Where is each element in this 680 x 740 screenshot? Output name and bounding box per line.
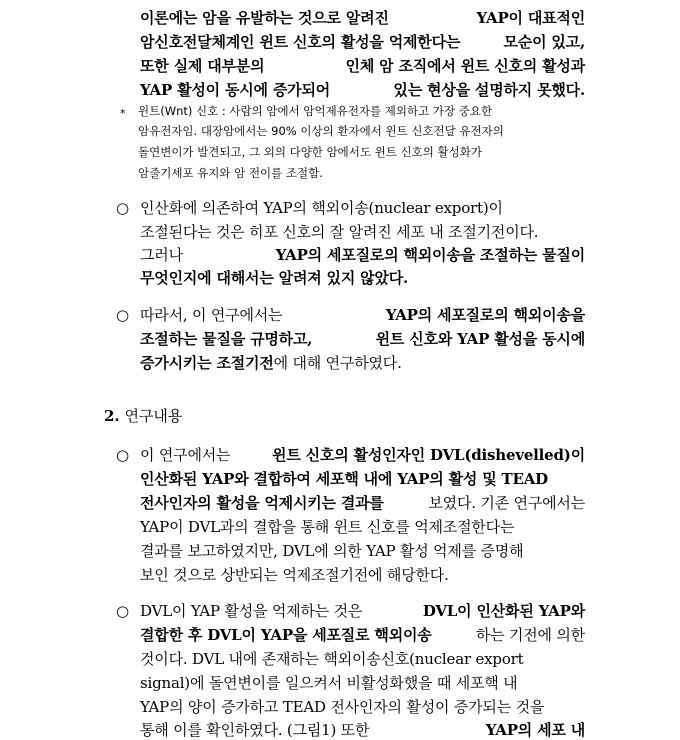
text-line: 그러나 YAP의 세포질로의 핵외이송을 조절하는 물질이 (140, 246, 585, 264)
text-line: YAP 활성이 동시에 증가되어 있는 현상을 설명하지 못했다. (140, 81, 585, 99)
section-heading: 2. 연구내용 (104, 407, 183, 425)
text-line: 조절된다는 것은 히포 신호의 잘 알려진 세포 내 조절기전이다. (140, 223, 539, 241)
footnote-line: 암줄기세포 유지와 암 전이를 조절함. (138, 166, 323, 180)
text-line: 통해 이를 확인하였다. (그림1) 또한 YAP의 세포 내 (140, 721, 585, 739)
text-line: 전사인자의 활성을 억제시키는 결과를 보였다. 기존 연구에서는 (140, 494, 585, 512)
text-line: 또한 실제 대부분의 인체 암 조직에서 윈트 신호의 활성과 (140, 57, 585, 75)
text-line: 조절하는 물질을 규명하고, 윈트 신호와 YAP 활성을 동시에 (140, 330, 585, 348)
bullet-icon: ○ (116, 602, 130, 620)
text-line: 암신호전달체계인 윈트 신호의 활성을 억제한다는 모순이 있고, (140, 33, 585, 51)
footnote-line: 윈트(Wnt) 신호 : 사람의 암에서 암억제유전자를 제외하고 가장 중요한 (138, 104, 493, 118)
text-line: 따라서, 이 연구에서는 YAP의 세포질로의 핵외이송을 (140, 306, 585, 324)
bullet-icon: ○ (116, 199, 130, 217)
text-line: 인산화된 YAP와 결합하여 세포핵 내에 YAP의 활성 및 TEAD (140, 470, 548, 488)
text-line: DVL이 YAP 활성을 억제하는 것은 DVL이 인산화된 YAP와 (140, 602, 585, 620)
text-line: 무엇인지에 대해서는 알려져 있지 않았다. (140, 269, 409, 287)
text-line: 결합한 후 DVL이 YAP을 세포질로 핵외이송 하는 기전에 의한 (140, 626, 585, 644)
text-line: 보인 것으로 상반되는 억제조절기전에 해당한다. (140, 566, 449, 584)
text-line: 증가시키는 조절기전에 대해 연구하였다. (140, 354, 402, 372)
bullet-icon: ○ (116, 306, 130, 324)
text-line: 이 연구에서는 윈트 신호의 활성인자인 DVL(dishevelled)이 (140, 446, 585, 464)
text-line: 인산화에 의존하여 YAP의 핵외이송(nuclear export)이 (140, 199, 503, 217)
text-line: 것이다. DVL 내에 존재하는 핵외이송신호(nuclear export (140, 650, 524, 668)
footnote-marker: * (120, 107, 126, 120)
footnote-line: 돌연변이가 발견되고, 그 외의 다양한 암에서도 윈트 신호의 활성화가 (138, 145, 482, 159)
bullet-icon: ○ (116, 446, 130, 464)
footnote-line: 암유전자임. 대장암에서는 90% 이상의 환자에서 윈트 신호전달 유전자의 (138, 124, 504, 138)
text-line: YAP의 양이 증가하고 TEAD 전사인자의 활성이 증가되는 것을 (140, 698, 545, 716)
text-line: 이론에는 암을 유발하는 것으로 알려진 YAP이 대표적인 (140, 9, 585, 27)
text-line: signal)에 돌연변이를 일으켜서 비활성화했을 때 세포핵 내 (140, 674, 518, 692)
text-line: 결과를 보고하였지만, DVL에 의한 YAP 활성 억제를 증명해 (140, 542, 524, 560)
text-line: YAP이 DVL과의 결합을 통해 윈트 신호를 억제조절한다는 (140, 518, 515, 536)
